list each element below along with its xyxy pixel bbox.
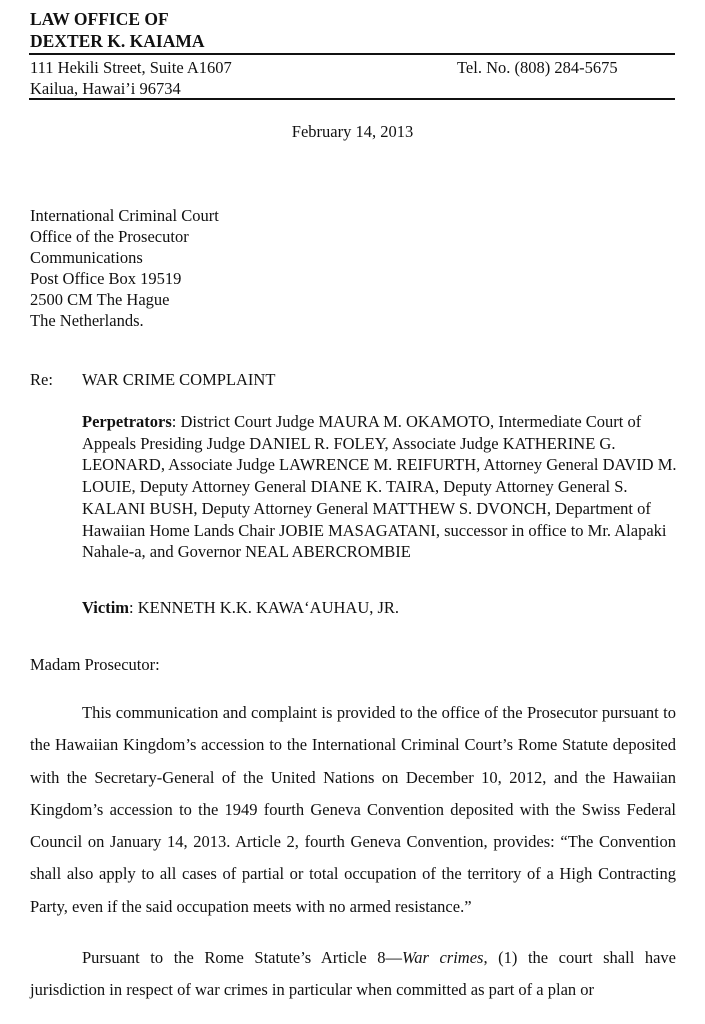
recipient-line: The Netherlands. — [30, 311, 144, 330]
letterhead-top-rule — [29, 53, 675, 55]
letterhead-attorney-name: DEXTER K. KAIAMA — [30, 31, 205, 51]
victim-name: : KENNETH K.K. KAWA‘AUHAU, JR. — [129, 598, 400, 617]
perpetrators-block — [82, 411, 678, 563]
victim-label: Victim — [82, 598, 130, 617]
paragraph-2-rest: , (1) the court shall have jurisdiction in respect of war crimes in particular when committed as part of a plan or — [30, 948, 677, 1000]
letterhead-phone: Tel. No. (808) 284-5675 — [457, 58, 618, 77]
war-crimes-italic: War crimes — [402, 948, 484, 967]
recipient-line: Office of the Prosecutor — [30, 227, 189, 246]
victim-block — [82, 597, 678, 619]
perpetrators-label: Perpetrators — [82, 412, 172, 431]
salutation: Madam Prosecutor: — [30, 655, 160, 674]
perpetrators-list: : District Court Judge MAURA M. OKAMOTO, Intermediate Court of Appeals Presiding Judge DANIEL R. FOLEY, Associate Judge KATHERINE G. LEONARD, Associate Judge LAWRENCE M. REIFURTH, Attorney General DAVID M. LOUIE, Deputy Attorney General DIANE K. TAIRA, Deputy Attorney General S. KALANI BUSH, Deputy Attorney General MATTHEW S. DVONCH, Department of Hawaiian Home Lands Chair JOBIE MASAGATANI, successor in office to Mr. Alapaki Nahale-a, and Governor NEAL ABERCROMBIE — [82, 412, 677, 562]
re-subject: WAR CRIME COMPLAINT — [82, 370, 276, 389]
body-paragraph-2 — [30, 942, 676, 1007]
letterhead-street: 111 Hekili Street, Suite A1607 — [30, 58, 232, 77]
recipient-line: 2500 CM The Hague — [30, 290, 170, 309]
letterhead-firm-line: LAW OFFICE OF — [30, 9, 169, 29]
letterhead-bottom-rule — [29, 98, 675, 100]
letterhead-city: Kailua, Hawai’i 96734 — [30, 79, 181, 98]
paragraph-2-start: Pursuant to the Rome Statute’s Article 8— — [82, 948, 403, 967]
recipient-line: International Criminal Court — [30, 206, 219, 225]
recipient-line: Post Office Box 19519 — [30, 269, 182, 288]
re-label: Re: — [30, 370, 53, 389]
letter-date: February 14, 2013 — [291, 122, 414, 141]
body-paragraph-1: This communication and complaint is provided to the office of the Prosecutor pursuant to the Hawaiian Kingdom’s accession to the International Criminal Court’s Rome Statute deposited with the Secretary-General of the United Nations on December 10, 2012, and the Hawaiian Kingdom’s accession to the 1949 fourth Geneva Convention deposited with the Swiss Federal Council on January 14, 2013. Article 2, fourth Geneva Convention, provides: “The Convention shall also apply to all cases of partial or total occupation of the territory of a High Contracting Party, even if the said occupation meets with no armed resistance.” — [30, 703, 676, 916]
recipient-line: Communications — [30, 248, 143, 267]
